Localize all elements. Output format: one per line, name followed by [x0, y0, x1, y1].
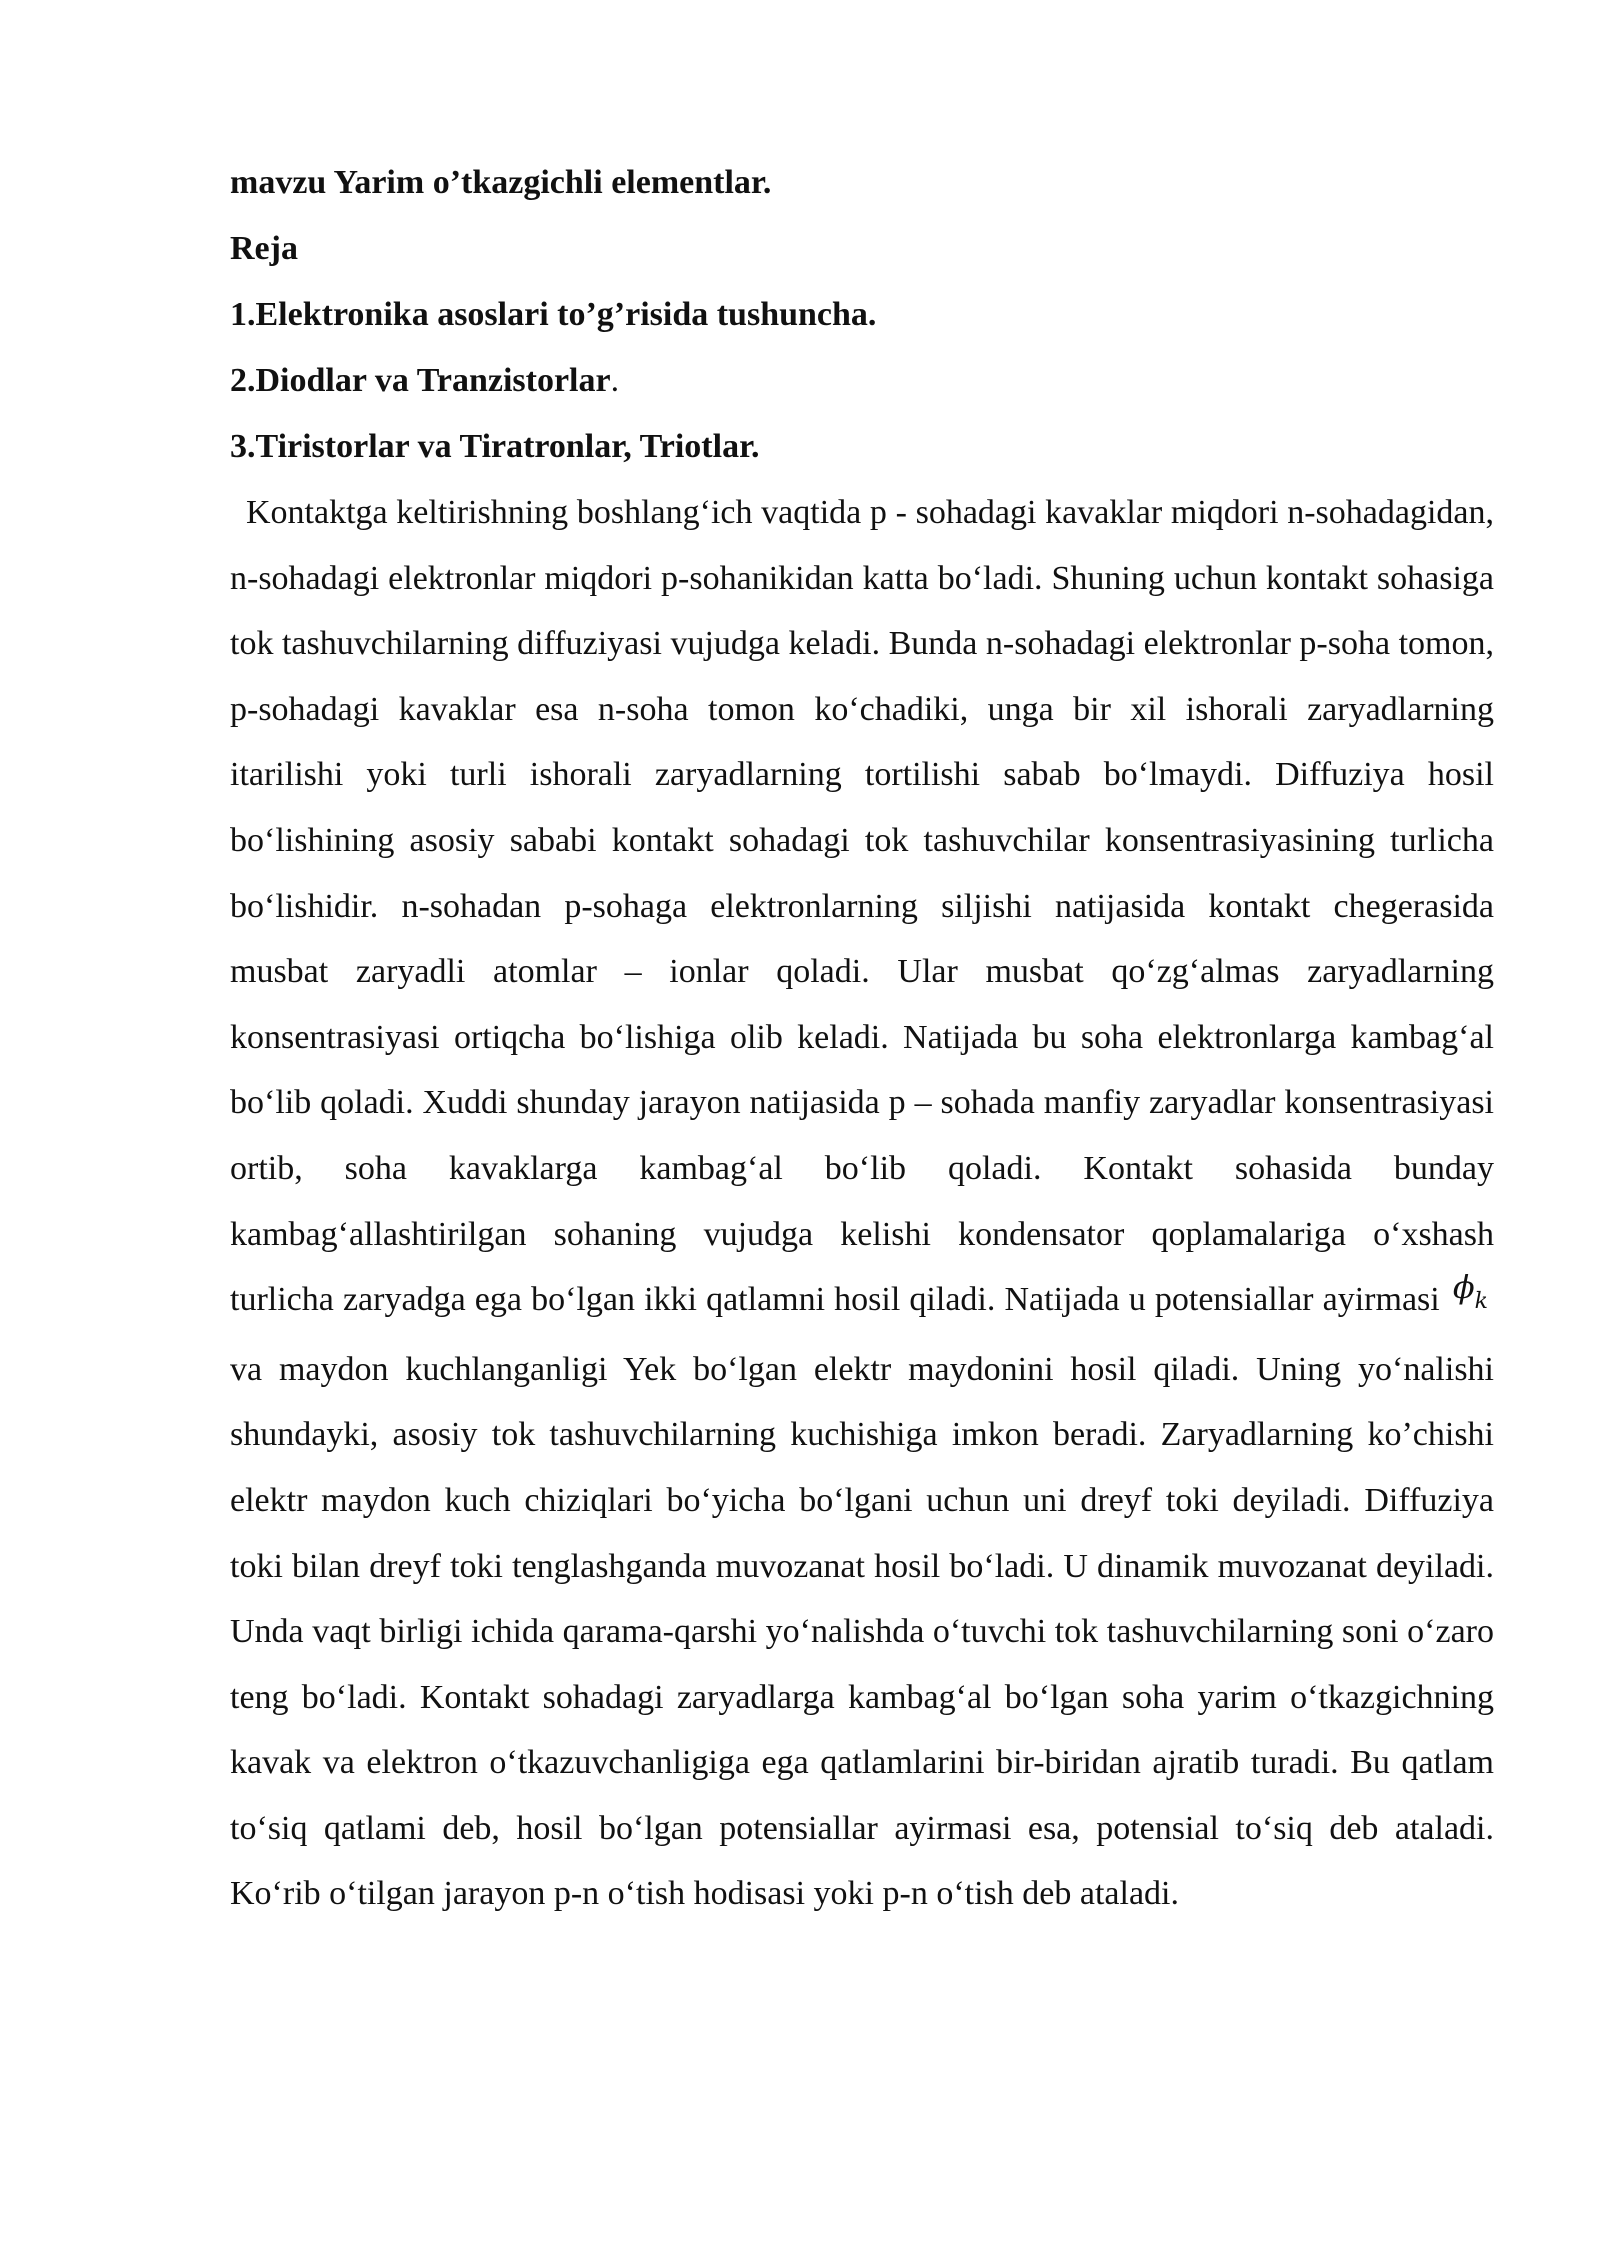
plan-item-text: 1.Elektronika asoslari to’g’risida tushuncha.	[230, 296, 877, 333]
paragraph-text-after-symbol: va maydon kuchlanganligi Yek bo‘lgan elektr maydonini hosil qiladi. Uning yo‘nalishi shundayki, asosiy tok tashuvchilarning kuchishiga imkon beradi. Zaryadlarning ko’chishi elektr maydon kuch chiziqlari bo‘yicha bo‘lgani uchun uni dreyf toki deyiladi. Diffuziya toki bilan dreyf toki tenglashganda muvozanat hosil bo‘ladi. U dinamik muvozanat deyiladi. Unda vaqt birligi ichida qarama-qarshi yo‘nalishda o‘tuvchi tok tashuvchilarning soni o‘zaro teng bo‘ladi. Kontakt sohadagi zaryadlarga kambag‘al bo‘lgan soha yarim o‘tkazgichning kavak va elektron o‘tkazuvchanligiga ega qatlamlarini bir-biridan ajratib turadi. Bu qatlam to‘siq qatlami deb, hosil bo‘lgan potensiallar ayirmasi esa, potensial to‘siq deb ataladi. Ko‘rib o‘tilgan jarayon p-n o‘tish hodisasi yoki p-n o‘tish deb ataladi.	[230, 1350, 1494, 1913]
plan-item	[230, 348, 1494, 414]
plan-item-text: 3.Tiristorlar va Tiratronlar, Triotlar.	[230, 428, 760, 465]
body-paragraph	[230, 480, 1494, 1927]
phi-subscript: k	[1474, 1289, 1488, 1315]
plan-item	[230, 414, 1494, 480]
phi-k-symbol	[1449, 1255, 1494, 1325]
plan-item-text: 2.Diodlar va Tranzistorlar	[230, 362, 611, 399]
plan-item	[230, 282, 1494, 348]
phi-glyph: ϕ	[1452, 1268, 1475, 1307]
document-page	[230, 150, 1494, 1927]
document-title: mavzu Yarim o’tkazgichli elementlar.	[230, 164, 772, 201]
paragraph-text-before-symbol: Kontaktga keltirishning boshlang‘ich vaqtida p - sohadagi kavaklar miqdori n-sohadagidan, n-sohadagi elektronlar miqdori p-sohanikidan katta bo‘ladi. Shuning uchun kontakt sohasiga tok tashuvchilarning diffuziyasi vujudga keladi. Bunda n-sohadagi elektronlar p-soha tomon, p-sohadagi kavaklar esa n-soha tomon ko‘chadiki, unga bir xil ishorali zaryadlarning itarilishi yoki turli ishorali zaryadlarning tortilishi sabab bo‘lmaydi. Diffuziya hosil bo‘lishining asosiy sababi kontakt sohadagi tok tashuvchilar konsentrasiyasining turlicha bo‘lishidir. n-sohadan p-sohaga elektronlarning siljishi natijasida kontakt chegerasida musbat zaryadli atomlar – ionlar qoladi. Ular musbat qo‘zg‘almas zaryadlarning konsentrasiyasi ortiqcha bo‘lishiga olib keladi. Natijada bu soha elektronlarga kambag‘al bo‘lib qoladi. Xuddi shunday jarayon natijasida p – sohada manfiy zaryadlar konsentrasiyasi ortib, soha kavaklarga kambag‘al bo‘lib qoladi. Kontakt sohasida bunday kambag‘allashtirilgan sohaning vujudga kelishi kondensator qoplamalariga o‘xshash turlicha zaryadga ega bo‘lgan ikki qatlamni hosil qiladi. Natijada u potensiallar ayirmasi	[230, 494, 1494, 1319]
plan-item-tail: .	[610, 362, 620, 399]
plan-label: Reja	[230, 230, 298, 267]
